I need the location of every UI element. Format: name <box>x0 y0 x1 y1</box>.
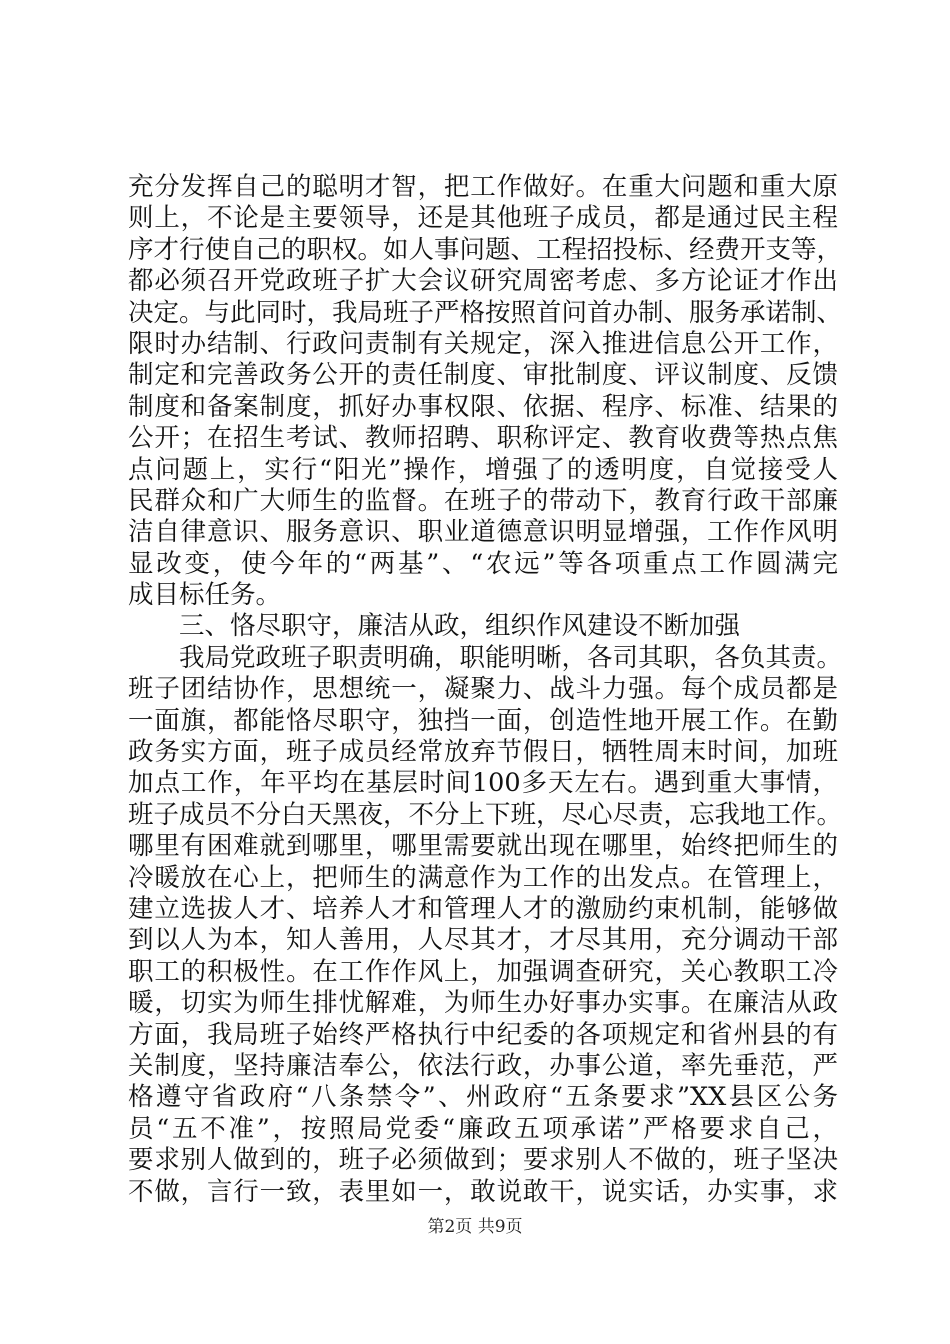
text-line: 员“五不准”，按照局党委“廉政五项承诺”严格要求自己， <box>128 1113 838 1144</box>
paragraph-1 <box>128 172 843 611</box>
text-line: 加点工作，年平均在基层时间100多天左右。遇到重大事情， <box>128 768 838 799</box>
text-line: 一面旗，都能恪尽职守，独挡一面，创造性地开展工作。在勤 <box>128 705 838 736</box>
text-line: 要求别人做到的，班子必须做到；要求别人不做的，班子坚决 <box>128 1145 838 1176</box>
section-heading: 三、恪尽职守，廉洁从政，组织作风建设不断加强 <box>179 611 741 642</box>
text-line: 冷暖放在心上，把师生的满意作为工作的出发点。在管理上， <box>128 862 838 893</box>
text-line: 决定。与此同时，我局班子严格按照首问首办制、服务承诺制、 <box>128 297 843 328</box>
text-line: 哪里有困难就到哪里，哪里需要就出现在哪里，始终把师生的 <box>128 831 838 862</box>
text-line: 点问题上，实行“阳光”操作，增强了的透明度，自觉接受人 <box>128 454 838 485</box>
text-line: 不做，言行一致，表里如一，敢说敢干，说实话，办实事，求 <box>128 1176 838 1207</box>
text-line: 格遵守省政府“八条禁令”、州政府“五条要求”XX县区公务 <box>128 1082 838 1113</box>
text-line: 则上，不论是主要领导，还是其他班子成员，都是通过民主程 <box>128 203 838 234</box>
text-line: 充分发挥自己的聪明才智，把工作做好。在重大问题和重大原 <box>128 172 838 202</box>
text-line: 政务实方面，班子成员经常放弃节假日，牺牲周末时间，加班 <box>128 737 838 768</box>
text-line: 到以人为本，知人善用，人尽其才，才尽其用，充分调动干部 <box>128 925 838 956</box>
text-line: 限时办结制、行政问责制有关规定，深入推进信息公开工作， <box>128 328 838 359</box>
text-line: 制定和完善政务公开的责任制度、审批制度、评议制度、反馈 <box>128 360 838 391</box>
text-line: 制度和备案制度，抓好办事权限、依据、程序、标准、结果的 <box>128 391 838 422</box>
text-line: 显改变，使今年的“两基”、“农远”等各项重点工作圆满完 <box>128 548 838 579</box>
text-line: 洁自律意识、服务意识、职业道德意识明显增强，工作作风明 <box>128 517 838 548</box>
text-line: 方面，我局班子始终严格执行中纪委的各项规定和省州县的有 <box>128 1019 838 1050</box>
text-line: 我局党政班子职责明确，职能明晰，各司其职，各负其责。 <box>179 642 843 673</box>
text-line: 都必须召开党政班子扩大会议研究周密考虑、多方论证才作出 <box>128 266 838 297</box>
text-line: 班子成员不分白天黑夜，不分上下班，尽心尽责，忘我地工作。 <box>128 799 843 830</box>
text-line: 建立选拔人才、培养人才和管理人才的激励约束机制，能够做 <box>128 893 838 924</box>
text-line: 班子团结协作，思想统一，凝聚力、战斗力强。每个成员都是 <box>128 674 838 705</box>
document-body <box>128 172 843 1208</box>
text-line: 关制度，坚持廉洁奉公，依法行政，办事公道，率先垂范，严 <box>128 1050 838 1081</box>
text-line: 成目标任务。 <box>128 580 282 611</box>
text-line: 公开；在招生考试、教师招聘、职称评定、教育收费等热点焦 <box>128 423 838 454</box>
text-line: 序才行使自己的职权。如人事问题、工程招投标、经费开支等， <box>128 234 843 265</box>
paragraph-2 <box>128 642 843 1208</box>
text-line: 民群众和广大师生的监督。在班子的带动下，教育行政干部廉 <box>128 485 838 516</box>
text-line: 暖，切实为师生排忧解难，为师生办好事办实事。在廉洁从政 <box>128 988 838 1019</box>
text-line: 职工的积极性。在工作作风上，加强调查研究，关心教职工冷 <box>128 956 838 987</box>
page-number-footer: 第2页 共9页 <box>427 1217 523 1237</box>
